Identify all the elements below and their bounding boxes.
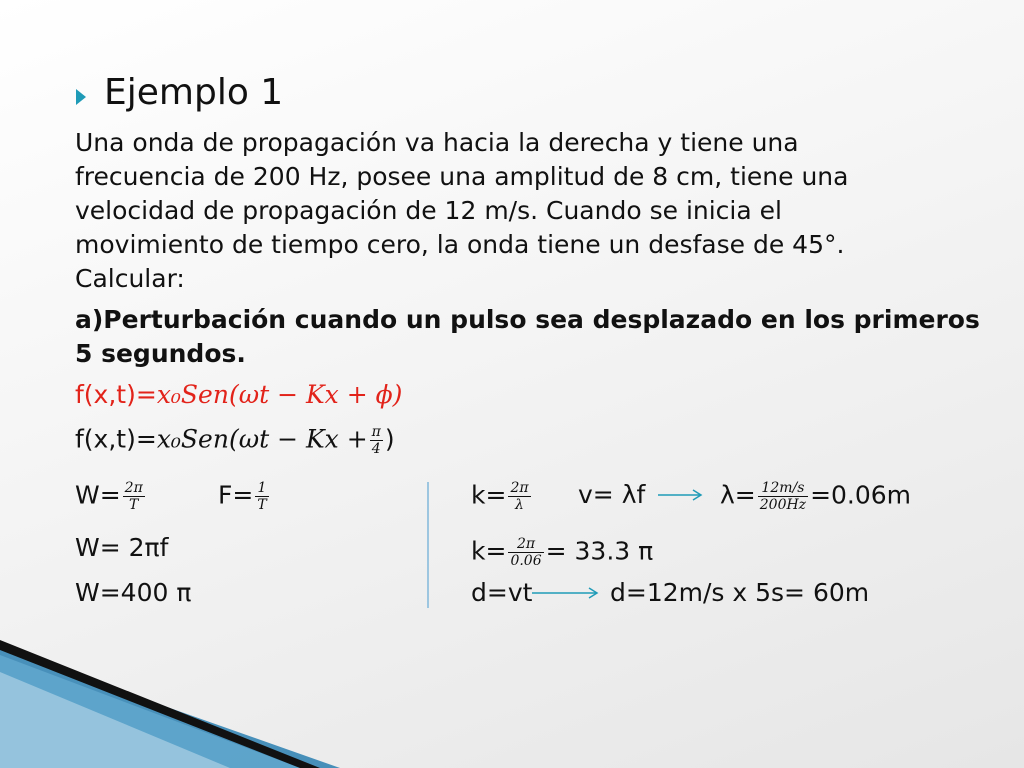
fraction: $\frac{12m/s}{200Hz}$ <box>759 480 807 513</box>
omega-formula <box>75 480 147 513</box>
arrow-right-icon <box>656 488 706 502</box>
k-label: k= <box>471 480 507 510</box>
distance-result: d=12m/s x 5s= 60m <box>610 578 870 607</box>
arrow-right-icon <box>530 586 602 600</box>
omega-label: W= <box>75 480 121 510</box>
k-formula <box>471 480 533 513</box>
formula-specific <box>75 424 395 457</box>
formula-rhs: 𝑥₀𝑆𝑒𝑛(𝜔𝑡 − 𝐾𝑥 + <box>156 424 368 454</box>
formula-lhs: f(x,t)= <box>75 380 157 409</box>
formula-rhs: 𝑥₀𝑆𝑒𝑛(𝜔𝑡 − 𝐾𝑥 + 𝜙) <box>156 380 403 409</box>
lambda-formula <box>720 480 911 513</box>
question-line: a)Perturbación cuando un pulso sea desplazado en los primeros <box>75 305 980 334</box>
formula-close: ) <box>384 424 395 454</box>
bullet-arrow-icon <box>76 89 86 105</box>
frequency-formula <box>218 480 271 513</box>
omega-value: W=400 π <box>75 578 192 607</box>
fraction: $\frac{\pi}{4}$ <box>371 424 381 457</box>
paragraph-line: Calcular: <box>75 264 185 293</box>
fraction: $\frac{2\pi}{T}$ <box>124 480 143 513</box>
formula-general <box>75 380 402 410</box>
paragraph-line: velocidad de propagación de 12 m/s. Cuando se inicia el <box>75 196 782 225</box>
omega-2pif: W= 2πf <box>75 533 169 562</box>
fraction: $\frac{2\pi}{0.06}$ <box>510 536 542 569</box>
paragraph-line: frecuencia de 200 Hz, posee una amplitud de 8 cm, tiene una <box>75 162 849 191</box>
k-value-formula <box>471 536 653 569</box>
slide-title: Ejemplo 1 <box>104 72 284 113</box>
problem-statement <box>75 126 975 296</box>
k-result: = 33.3 π <box>545 536 654 566</box>
paragraph-line: movimiento de tiempo cero, la onda tiene un desfase de 45°. <box>75 230 845 259</box>
column-divider <box>427 482 429 608</box>
question-a <box>75 303 995 371</box>
fraction: $\frac{2\pi}{\lambda}$ <box>510 480 529 513</box>
lambda-label: λ= <box>720 480 756 510</box>
distance-formula: d=vt <box>471 578 533 607</box>
frequency-label: F= <box>218 480 254 510</box>
fraction: $\frac{1}{T}$ <box>257 480 267 513</box>
k-label: k= <box>471 536 507 566</box>
velocity-formula: v= λf <box>578 480 646 509</box>
lambda-result: =0.06m <box>810 480 912 510</box>
formula-lhs: f(x,t)= <box>75 424 157 454</box>
question-line: 5 segundos. <box>75 339 246 368</box>
paragraph-line: Una onda de propagación va hacia la derecha y tiene una <box>75 128 799 157</box>
